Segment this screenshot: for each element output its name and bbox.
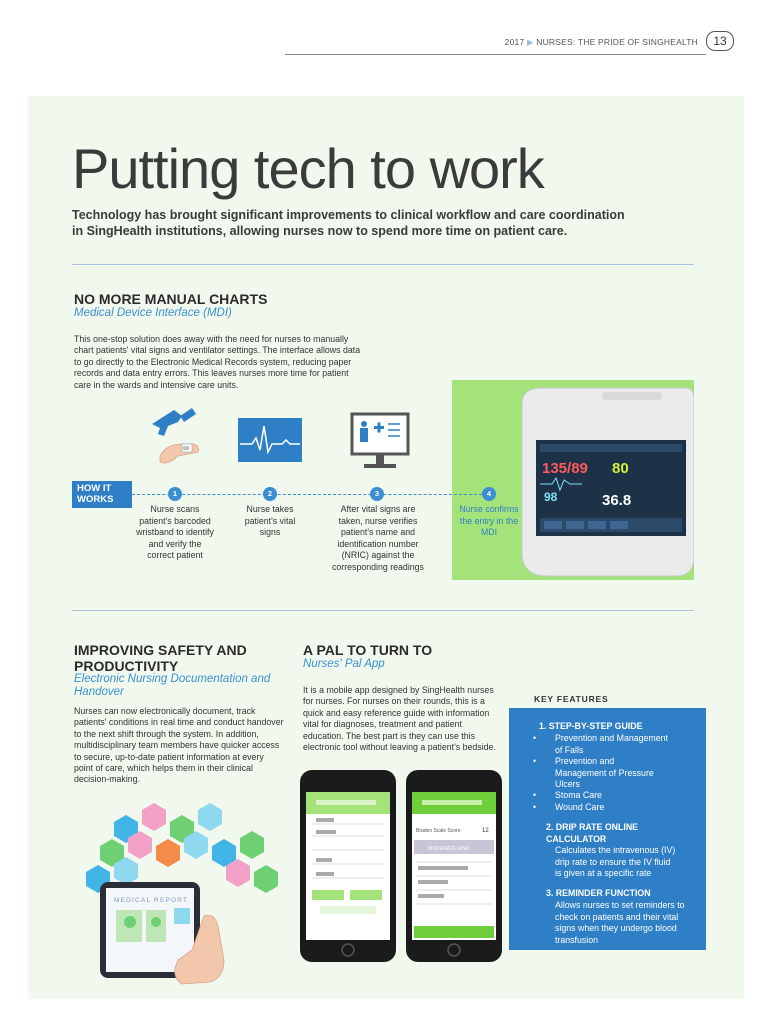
phone-braden-scale-screen bbox=[406, 770, 502, 962]
barcode-scanner-icon bbox=[138, 400, 208, 475]
page-title: Putting tech to work bbox=[72, 137, 544, 200]
medical-tablet-illustration bbox=[74, 800, 284, 990]
section-heading-safety: IMPROVING SAFETY AND PRODUCTIVITY bbox=[74, 642, 247, 674]
page-number: 13 bbox=[706, 31, 734, 51]
section-body-documentation: Nurses can now electronically document, track patients' conditions in real time and conduct handover to the next shift through the system. In addition, multidisciplinary team members have quicker access to secure, up-to-date patient information at every point of care, which helps them in their clinical decision-making. bbox=[74, 706, 284, 785]
section-body-mdi: This one-stop solution does away with the need for nurses to manually chart patients' vital signs and ventilator settings. The interface allows data to go directly to the Electronic Medical Records system, reducing paper records and data entry errors. This leaves nurses more time for patient care in the wards and intensive care units. bbox=[74, 334, 361, 390]
how-it-works-label: HOW IT WORKS bbox=[72, 481, 132, 508]
feature-2-text: Calculates the intravenous (IV) drip rate to ensure the IV fluid is given at a specific rate bbox=[555, 845, 676, 879]
section-body-pal-app: It is a mobile app designed by SingHealth nurses for nurses. For nurses on their rounds, this is a quick and easy reference guide with information vital for diagnoses, treatment and patient education. The best part is they can use this electronic tool without leaving a patient's bedside. bbox=[303, 685, 496, 753]
computer-monitor-icon bbox=[350, 412, 410, 474]
step-1-marker: 1 bbox=[168, 487, 182, 501]
section-divider bbox=[72, 610, 694, 611]
step-1-text: Nurse scans patient's barcoded wristband to identify and verify the correct patient bbox=[136, 504, 214, 560]
monitor-temp-value: 36.8 bbox=[602, 492, 632, 509]
bullet-icon: • bbox=[533, 733, 537, 743]
step-2-marker: 2 bbox=[263, 487, 277, 501]
key-features-title: KEY FEATURES bbox=[534, 694, 609, 704]
bullet-icon: • bbox=[533, 790, 537, 800]
step-4-marker: 4 bbox=[482, 487, 496, 501]
timeline-line bbox=[132, 494, 492, 495]
step-2-text: Nurse takes patient's vital signs bbox=[244, 504, 296, 537]
monitor-spo2-value: 98 bbox=[544, 490, 558, 504]
header-publication: NURSES: THE PRIDE OF SINGHEALTH bbox=[536, 37, 698, 47]
section-heading-manual-charts: NO MORE MANUAL CHARTS bbox=[74, 291, 268, 307]
step-4-text: Nurse confirms the entry in the MDI bbox=[459, 504, 519, 537]
monitor-hr-value: 80 bbox=[612, 460, 629, 477]
tablet-report-label: MEDICAL REPORT bbox=[114, 897, 189, 904]
feature-1-bullet-1: Prevention and Management of Falls bbox=[555, 733, 668, 755]
page-header bbox=[0, 28, 770, 58]
braden-score-label: Braden Scale Score bbox=[416, 828, 461, 834]
section-heading-pal: A PAL TO TURN TO bbox=[303, 642, 433, 658]
section-divider bbox=[72, 264, 694, 265]
running-header bbox=[505, 37, 698, 48]
header-rule bbox=[285, 54, 706, 55]
step-3-text: After vital signs are taken, nurse verifies patient's name and identification number (NRIC) against the corresponding readings bbox=[332, 504, 424, 572]
step-3-marker: 3 bbox=[370, 487, 384, 501]
header-year: 2017 bbox=[504, 37, 525, 47]
feature-3-heading: 3. REMINDER FUNCTION bbox=[546, 888, 651, 898]
vital-signs-waveform-icon bbox=[238, 418, 302, 462]
lead-paragraph: Technology has brought significant improvements to clinical workflow and care coordination in SingHealth institutions, allowing nurses now to spend more time on patient care. bbox=[72, 208, 625, 238]
feature-1-heading: 1. STEP-BY-STEP GUIDE bbox=[539, 721, 643, 731]
feature-1-bullet-2: Prevention and Management of Pressure Ulcers bbox=[555, 756, 654, 790]
feature-2-heading: 2. DRIP RATE ONLINE CALCULATOR bbox=[546, 822, 639, 844]
braden-risk-label: MODERATE RISK bbox=[428, 846, 470, 852]
phone-drip-calculator-screen bbox=[300, 770, 396, 962]
monitor-bp-value: 135/89 bbox=[542, 460, 588, 477]
bullet-icon: • bbox=[533, 756, 537, 766]
feature-1-bullet-3: Stoma Care bbox=[555, 790, 602, 800]
bullet-icon: • bbox=[533, 802, 537, 812]
section-subheading-documentation: Electronic Nursing Documentation and Handover bbox=[74, 673, 271, 698]
section-subheading-mdi: Medical Device Interface (MDI) bbox=[74, 307, 232, 319]
section-subheading-pal-app: Nurses' Pal App bbox=[303, 658, 385, 670]
braden-score-value: 12 bbox=[482, 828, 489, 834]
feature-1-bullet-4: Wound Care bbox=[555, 802, 605, 812]
vital-signs-monitor-image bbox=[452, 380, 694, 580]
feature-3-text: Allows nurses to set reminders to check on patients and their vital signs when they undergo blood transfusion bbox=[555, 900, 685, 945]
triangle-icon: ▶ bbox=[526, 37, 534, 47]
